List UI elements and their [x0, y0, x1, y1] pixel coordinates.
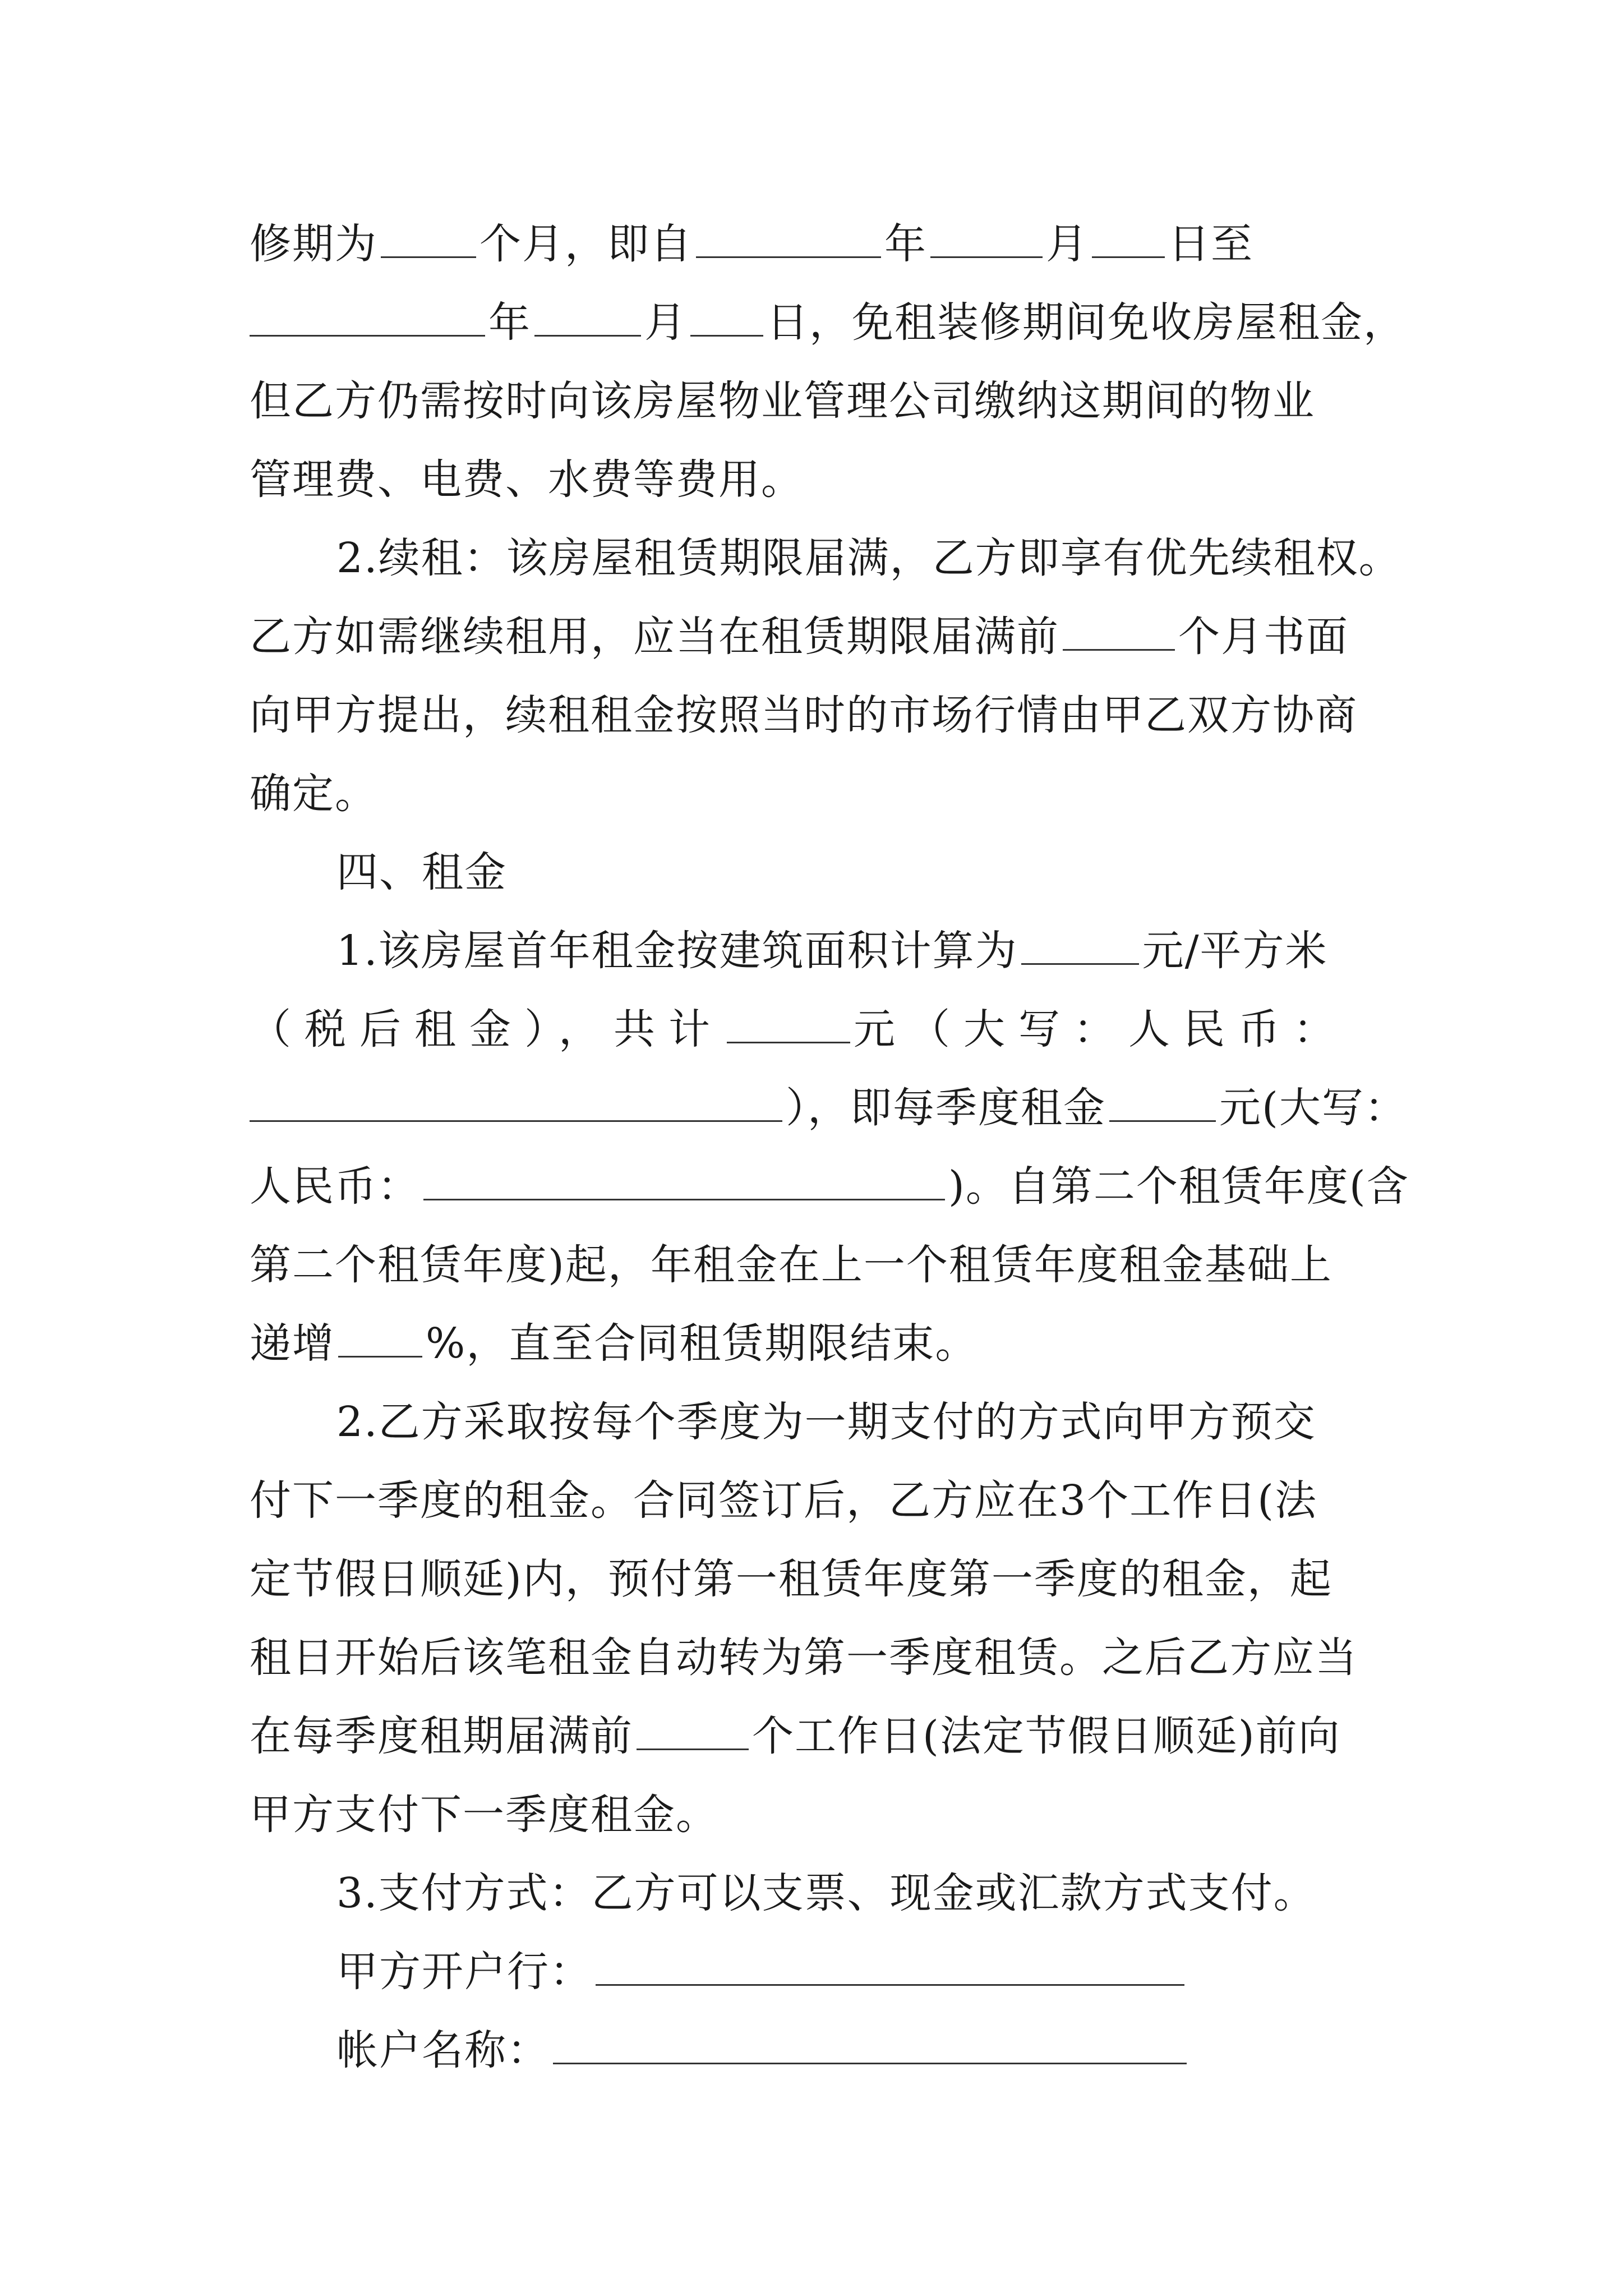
text-segment: 日，免租装修期间免收房屋租金，	[767, 298, 1406, 347]
text-line	[250, 1540, 1332, 1618]
text-line	[250, 754, 377, 833]
text-segment: 甲方支付下一季度租金。	[250, 1791, 718, 1839]
text-segment: 但乙方仍需按时向该房屋物业管理公司缴纳这期间的物业	[250, 377, 1315, 425]
text-segment: 向甲方提出，续租租金按照当时的市场行情由甲乙双方协商	[250, 691, 1358, 739]
text-line	[250, 1461, 1317, 1540]
text-segment: 递增	[250, 1319, 335, 1368]
text-segment: 月	[1046, 220, 1089, 268]
fill-blank	[553, 2021, 1187, 2064]
text-segment: （税后租金），共计	[250, 1005, 723, 1053]
text-segment: 1.该房屋首年租金按建筑面积计算为	[336, 927, 1018, 975]
fill-blank	[690, 293, 763, 337]
text-segment: )。自第二个租赁年度(含	[948, 1162, 1409, 1211]
text-line	[250, 1226, 1332, 1304]
text-segment: 管理费、电费、水费等费用。	[250, 455, 804, 504]
text-segment: 定节假日顺延)内，预付第一租赁年度第一季度的租金，起	[250, 1555, 1332, 1603]
text-segment: 2.乙方采取按每个季度为一期支付的方式向甲方预交	[336, 1398, 1316, 1446]
text-segment: 人民币：	[250, 1162, 420, 1211]
text-segment: 租日开始后该笔租金自动转为第一季度租赁。之后乙方应当	[250, 1634, 1358, 1682]
text-line	[250, 1775, 718, 1854]
text-line	[250, 1697, 1341, 1775]
text-line	[250, 1304, 978, 1383]
bank-label: 甲方开户行：	[336, 1948, 592, 1996]
fill-blank	[1092, 215, 1165, 258]
text-line	[250, 205, 1253, 283]
section-heading	[336, 833, 507, 912]
text-line	[250, 1069, 1407, 1147]
text-segment: 元/平方米	[1142, 927, 1328, 975]
text-segment: 在每季度租期届满前	[250, 1712, 633, 1760]
text-line	[250, 1147, 1409, 1226]
text-line	[250, 283, 1406, 362]
text-line	[250, 440, 804, 519]
text-segment: 2.续租：该房屋租赁期限届满，乙方即享有优先续租权。	[336, 534, 1401, 582]
text-segment: 日至	[1168, 220, 1253, 268]
text-segment: 第二个租赁年度)起，年租金在上一个租赁年度租金基础上	[250, 1241, 1332, 1289]
fill-blank	[1063, 608, 1175, 651]
text-segment: 乙方如需继续租用，应当在租赁期限届满前	[250, 613, 1059, 661]
fill-blank	[338, 1314, 422, 1358]
text-segment: 确定。	[250, 770, 377, 818]
fill-blank	[381, 215, 476, 258]
text-line	[336, 912, 1328, 990]
fill-blank	[1021, 922, 1139, 965]
fill-blank	[534, 293, 641, 337]
text-segment: 3.支付方式：乙方可以支票、现金或汇款方式支付。	[336, 1869, 1316, 1917]
text-segment: 四、租金	[336, 848, 507, 896]
fill-blank	[637, 1707, 749, 1750]
text-segment: 元（大写：人民币：	[854, 1005, 1348, 1053]
fill-blank	[250, 1079, 782, 1122]
text-segment: 年	[488, 298, 531, 347]
fill-blank	[250, 293, 485, 337]
fill-blank	[596, 1943, 1184, 1986]
text-segment: 个月书面	[1178, 613, 1349, 661]
text-line	[250, 362, 1315, 440]
text-segment: 年	[884, 220, 927, 268]
fill-blank	[1109, 1079, 1216, 1122]
text-line	[336, 1854, 1316, 1932]
fill-blank	[930, 215, 1043, 258]
text-line	[250, 1618, 1358, 1697]
fill-blank	[727, 1000, 850, 1043]
text-line	[336, 1932, 1188, 2011]
text-segment: 修期为	[250, 220, 377, 268]
text-segment: 个工作日(法定节假日顺延)前向	[752, 1712, 1341, 1760]
text-line	[250, 676, 1358, 754]
text-segment: 个月，即自	[479, 220, 693, 268]
text-segment: 付下一季度的租金。合同签订后，乙方应在3个工作日(法	[250, 1476, 1317, 1525]
text-line	[336, 2011, 1190, 2090]
text-line	[250, 990, 1348, 1069]
text-line	[336, 1383, 1316, 1461]
text-segment: ），即每季度租金	[786, 1084, 1106, 1132]
account-name-label: 帐户名称：	[336, 2026, 550, 2074]
text-line	[250, 597, 1349, 676]
text-segment: 元(大写：	[1219, 1084, 1407, 1132]
fill-blank	[696, 215, 881, 258]
fill-blank	[423, 1157, 945, 1200]
text-line	[336, 519, 1401, 597]
text-segment: 月	[644, 298, 687, 347]
text-segment: %，直至合同租赁期限结束。	[426, 1319, 978, 1368]
